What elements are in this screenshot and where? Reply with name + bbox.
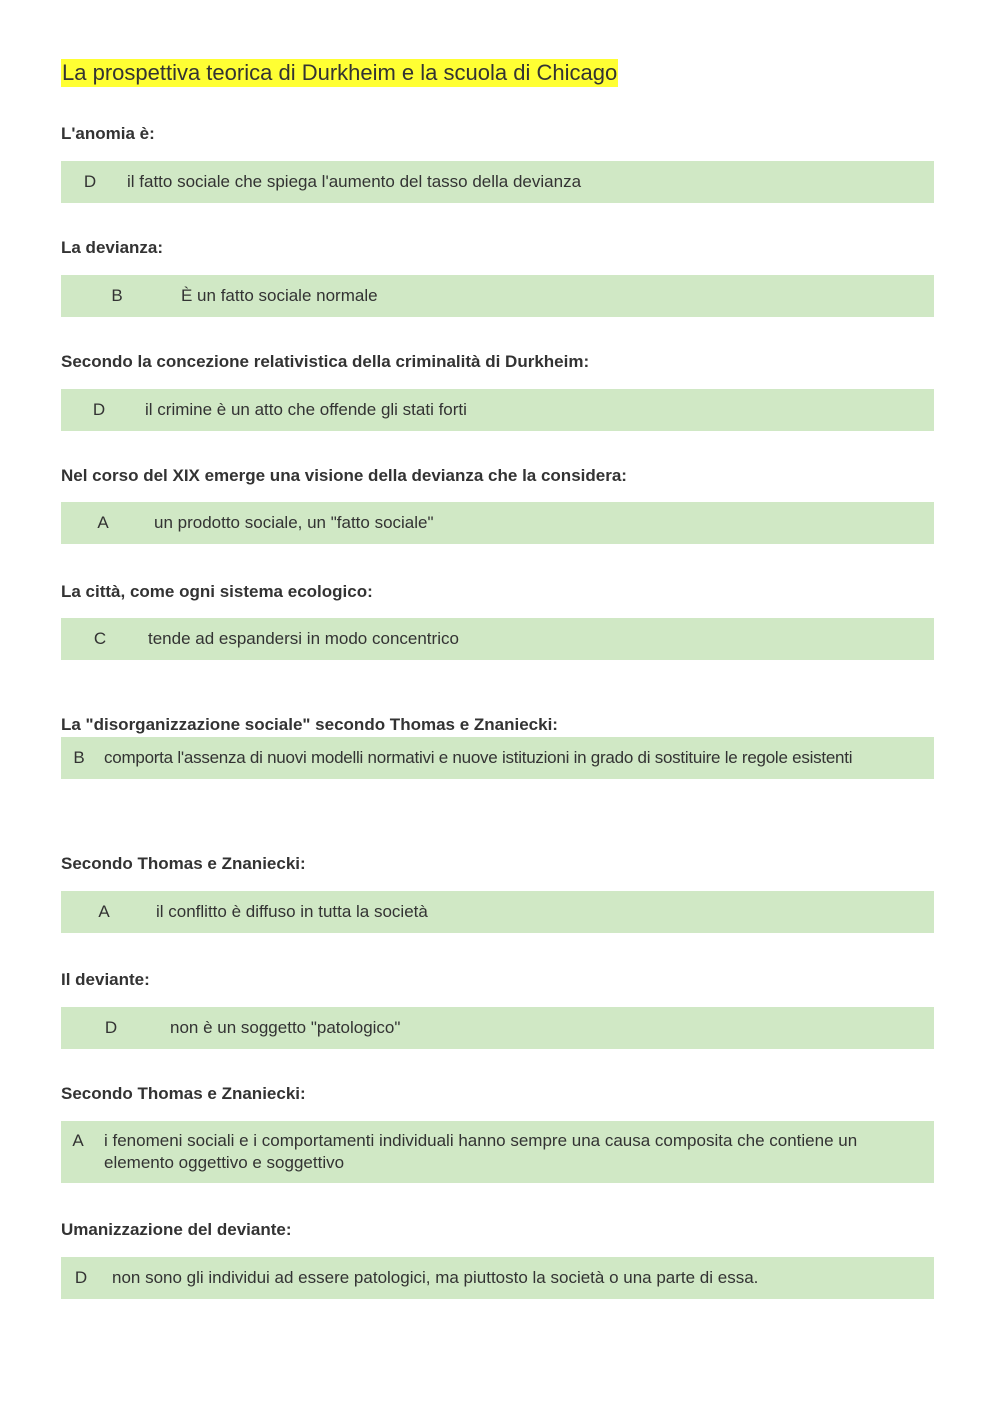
answer-row-1 (61, 161, 934, 203)
question-1: L'anomia è: (61, 124, 155, 143)
answer-text-9: i fenomeni sociali e i comportamenti individuali hanno sempre una causa composita che contiene un elemento oggettivo e soggettivo (104, 1131, 858, 1172)
answer-letter-3: D (92, 400, 106, 419)
answer-row-3 (61, 389, 934, 431)
question-8: Il deviante: (61, 970, 150, 989)
answer-text-2: È un fatto sociale normale (181, 286, 378, 305)
question-5: La città, come ogni sistema ecologico: (61, 582, 373, 601)
answer-row-9 (61, 1121, 934, 1183)
answer-text-10: non sono gli individui ad essere patologici, ma piuttosto la società o una parte di essa. (112, 1268, 759, 1287)
answer-row-8 (61, 1007, 934, 1049)
question-6: La "disorganizzazione sociale" secondo Thomas e Znaniecki: (61, 715, 558, 734)
answer-text-3: il crimine è un atto che offende gli stati forti (145, 400, 467, 419)
answer-letter-2: B (111, 286, 123, 305)
question-9: Secondo Thomas e Znaniecki: (61, 1084, 306, 1103)
question-2: La devianza: (61, 238, 164, 257)
question-7: Secondo Thomas e Znaniecki: (61, 854, 306, 873)
answer-text-7: il conflitto è diffuso in tutta la società (156, 902, 428, 921)
answer-row-7 (61, 891, 934, 933)
answer-text-8: non è un soggetto "patologico" (170, 1018, 401, 1037)
answer-text-4: un prodotto sociale, un "fatto sociale" (154, 513, 434, 532)
answer-row-4 (61, 502, 934, 544)
answer-text-6: comporta l'assenza di nuovi modelli normativi e nuove istituzioni in grado di sostituire le regole esistenti (104, 748, 853, 767)
answer-row-6 (61, 737, 934, 779)
answer-letter-10: D (74, 1268, 88, 1287)
answer-letter-4: A (97, 513, 109, 532)
answer-letter-5: C (93, 629, 107, 648)
answer-text-5: tende ad espandersi in modo concentrico (148, 629, 459, 648)
question-3: Secondo la concezione relativistica della criminalità di Durkheim: (61, 352, 590, 371)
answer-row-2 (61, 275, 934, 317)
answer-letter-6: B (73, 748, 85, 767)
question-10: Umanizzazione del deviante: (61, 1220, 292, 1239)
page-title: La prospettiva teorica di Durkheim e la scuola di Chicago (62, 60, 618, 85)
answer-letter-8: D (104, 1018, 118, 1037)
question-4: Nel corso del XIX emerge una visione della devianza che la considera: (61, 466, 627, 485)
answer-letter-7: A (98, 902, 110, 921)
answer-letter-1: D (83, 172, 97, 191)
answer-letter-9: A (72, 1131, 84, 1150)
answer-text-1: il fatto sociale che spiega l'aumento del tasso della devianza (127, 172, 582, 191)
answer-row-5 (61, 618, 934, 660)
answer-row-10 (61, 1257, 934, 1299)
